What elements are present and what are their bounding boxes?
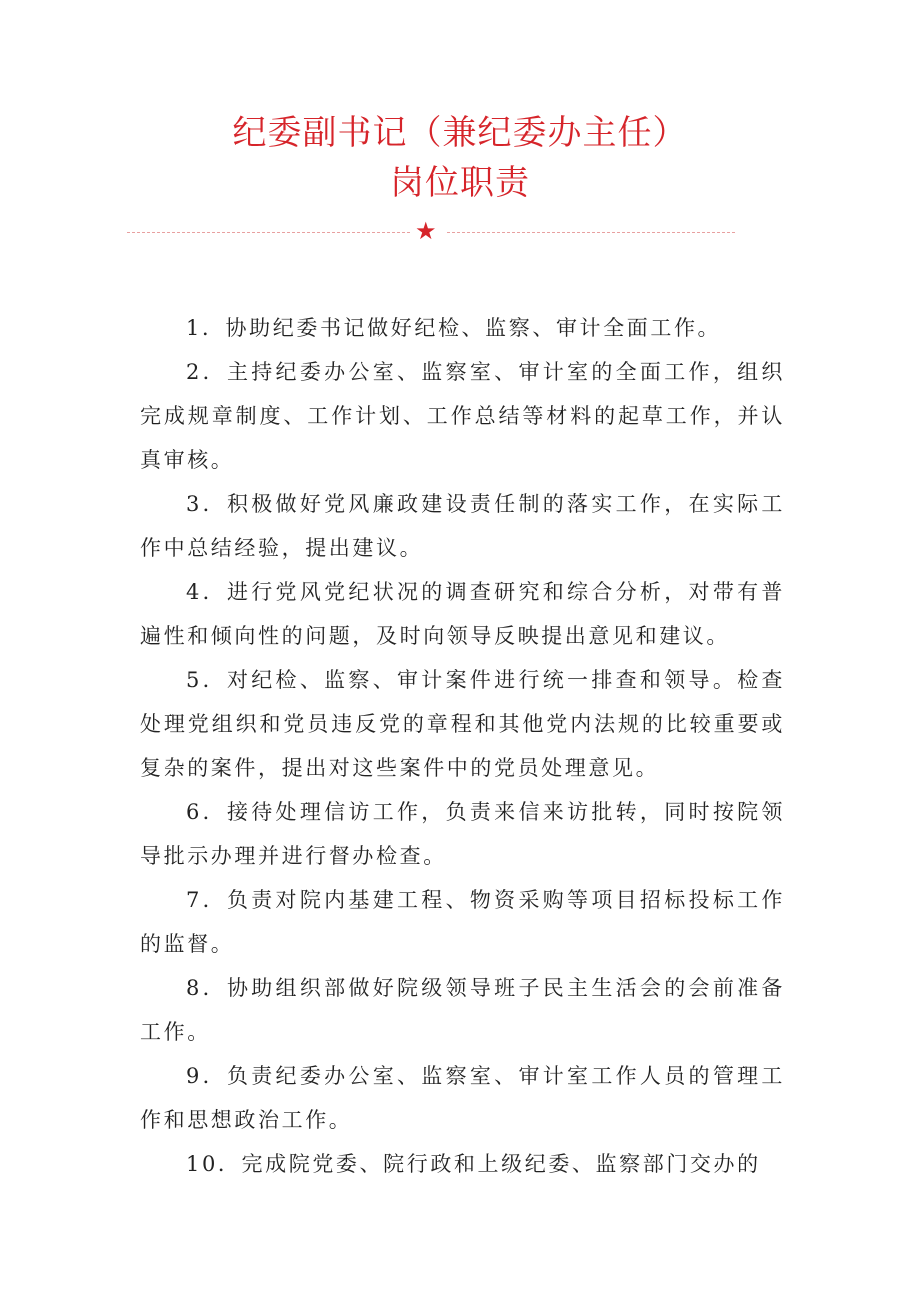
- duty-item-5: 5．对纪检、监察、审计案件进行统一排查和领导。检查处理党组织和党员违反党的章程和其他党内法规的比较重要或复杂的案件，提出对这些案件中的党员处理意见。: [140, 668, 785, 780]
- duty-item-2: 2．主持纪委办公室、监察室、审计室的全面工作，组织完成规章制度、工作计划、工作总结等材料的起草工作，并认真审核。: [140, 360, 785, 472]
- duty-item-1: 1．协助纪委书记做好纪检、监察、审计全面工作。: [186, 316, 722, 340]
- divider-dash-right: [447, 232, 735, 233]
- title-divider: [127, 217, 735, 245]
- duty-item-3: 3．积极做好党风廉政建设责任制的落实工作，在实际工作中总结经验，提出建议。: [140, 492, 785, 560]
- duty-item-9: 9．负责纪委办公室、监察室、审计室工作人员的管理工作和思想政治工作。: [140, 1064, 785, 1132]
- star-icon: ★: [415, 217, 437, 245]
- title-line-2: 岗位职责: [390, 163, 530, 203]
- duty-item-10: 10．完成院党委、院行政和上级纪委、监察部门交办的: [186, 1152, 761, 1176]
- duty-item-4: 4．进行党风党纪状况的调查研究和综合分析，对带有普遍性和倾向性的问题，及时向领导反映提出意见和建议。: [140, 580, 785, 648]
- document-title: [0, 108, 920, 208]
- duty-item-6: 6．接待处理信访工作，负责来信来访批转，同时按院领导批示办理并进行督办检查。: [140, 800, 785, 868]
- title-line-1: 纪委副书记（兼纪委办主任）: [232, 113, 688, 153]
- duty-item-7: 7．负责对院内基建工程、物资采购等项目招标投标工作的监督。: [140, 888, 785, 956]
- duty-item-8: 8．协助组织部做好院级领导班子民主生活会的会前准备工作。: [140, 976, 785, 1044]
- duty-list: [140, 306, 785, 1186]
- divider-dash-left: [127, 232, 410, 233]
